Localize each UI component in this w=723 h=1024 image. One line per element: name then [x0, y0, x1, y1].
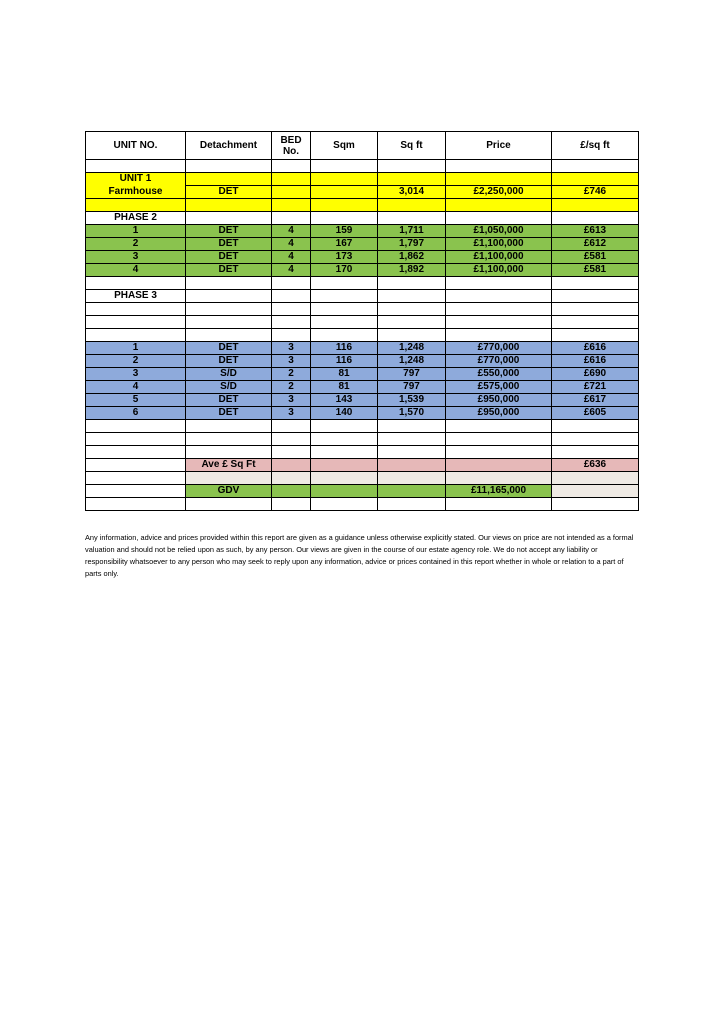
spacer-row [86, 420, 639, 433]
cell-bed: 4 [272, 264, 311, 277]
section-label-phase3: PHASE 3 [86, 290, 186, 303]
section-label-phase2: PHASE 2 [86, 212, 186, 225]
cell-sqft: 1,570 [378, 407, 446, 420]
table-row [86, 225, 639, 238]
cell-price: £950,000 [446, 394, 552, 407]
cell-bed: 2 [272, 368, 311, 381]
cell-psf: £581 [552, 264, 639, 277]
cell-unit: 3 [86, 368, 186, 381]
cell-sqft: 1,797 [378, 238, 446, 251]
cell-psf: £613 [552, 225, 639, 238]
col-header-sqm: Sqm [311, 132, 378, 160]
schedule-table [85, 131, 639, 511]
cell-unit: 2 [86, 238, 186, 251]
ave-sqft-value: £636 [552, 459, 639, 472]
cell-unit: 5 [86, 394, 186, 407]
section-label-unit1: UNIT 1 [86, 173, 186, 186]
cell-sqm: 170 [311, 264, 378, 277]
gdv-label: GDV [186, 485, 272, 498]
spacer-row [86, 446, 639, 459]
cell-detachment: S/D [186, 368, 272, 381]
cell-price: £1,050,000 [446, 225, 552, 238]
cell-price: £950,000 [446, 407, 552, 420]
col-header-sqft: Sq ft [378, 132, 446, 160]
spacer-row [86, 316, 639, 329]
cell-detachment: DET [186, 238, 272, 251]
cell-sqft: 797 [378, 381, 446, 394]
cell-psf: £721 [552, 381, 639, 394]
ave-sqft-row [86, 459, 639, 472]
phase3-label-row [86, 290, 639, 303]
cell-price: £1,100,000 [446, 238, 552, 251]
spacer-row [86, 433, 639, 446]
cell-bed: 4 [272, 251, 311, 264]
cell-psf: £612 [552, 238, 639, 251]
gdv-row [86, 485, 639, 498]
table-row [86, 381, 639, 394]
cell-unit: Farmhouse [86, 186, 186, 199]
col-header-bed: BED No. [272, 132, 311, 160]
cell-bed: 3 [272, 342, 311, 355]
cell-psf: £690 [552, 368, 639, 381]
col-header-price: Price [446, 132, 552, 160]
gdv-value: £11,165,000 [446, 485, 552, 498]
cell-unit: 3 [86, 251, 186, 264]
cell-unit: 4 [86, 264, 186, 277]
table-row [86, 251, 639, 264]
cell-bed: 3 [272, 407, 311, 420]
cell-bed: 4 [272, 238, 311, 251]
col-header-psf: £/sq ft [552, 132, 639, 160]
cell-price: £770,000 [446, 355, 552, 368]
cell-sqft: 797 [378, 368, 446, 381]
cell-psf: £616 [552, 342, 639, 355]
spacer-row [86, 277, 639, 290]
spacer-row [86, 472, 639, 485]
cell-bed: 4 [272, 225, 311, 238]
unit1-label-row [86, 173, 639, 186]
table-row [86, 394, 639, 407]
header-row [86, 132, 639, 160]
cell-unit: 1 [86, 225, 186, 238]
cell-sqm: 116 [311, 355, 378, 368]
phase2-label-row [86, 212, 639, 225]
cell-detachment: DET [186, 394, 272, 407]
cell-detachment: DET [186, 186, 272, 199]
cell-sqm: 116 [311, 342, 378, 355]
cell-detachment: DET [186, 355, 272, 368]
cell-detachment: S/D [186, 381, 272, 394]
col-header-unit: UNIT NO. [86, 132, 186, 160]
cell-psf: £616 [552, 355, 639, 368]
cell-detachment: DET [186, 251, 272, 264]
cell-sqft: 1,248 [378, 355, 446, 368]
cell-detachment: DET [186, 264, 272, 277]
cell-sqm: 167 [311, 238, 378, 251]
cell-sqm: 143 [311, 394, 378, 407]
table-row [86, 368, 639, 381]
spacer-row [86, 498, 639, 511]
table-row [86, 186, 639, 199]
cell-psf: £581 [552, 251, 639, 264]
cell-sqft: 3,014 [378, 186, 446, 199]
cell-unit: 2 [86, 355, 186, 368]
cell-sqft: 1,711 [378, 225, 446, 238]
cell-price: £550,000 [446, 368, 552, 381]
cell-sqm: 81 [311, 368, 378, 381]
table-row [86, 238, 639, 251]
spacer-row [86, 303, 639, 316]
cell-unit: 1 [86, 342, 186, 355]
cell-price: £1,100,000 [446, 264, 552, 277]
cell-sqm: 140 [311, 407, 378, 420]
cell-bed: 3 [272, 394, 311, 407]
cell-bed: 3 [272, 355, 311, 368]
cell-price: £1,100,000 [446, 251, 552, 264]
cell-bed: 2 [272, 381, 311, 394]
table-row [86, 355, 639, 368]
cell-unit: 4 [86, 381, 186, 394]
cell-price: £2,250,000 [446, 186, 552, 199]
cell-sqm: 81 [311, 381, 378, 394]
disclaimer-text: Any information, advice and prices provided within this report are given as a guidance unless otherwise explicitly stated. Our views on price are not intended as a formal valuation and should not be relied upon as such, by any person. Our views are given in the course of our estate agency role. We do not accept any liability or responsibility whatsoever to any person who may seek to reply upon any information, advice or prices contained in this report whether in whole or relation to a part of parts only. [85, 533, 634, 578]
cell-psf: £746 [552, 186, 639, 199]
cell-sqft: 1,248 [378, 342, 446, 355]
cell-bed [272, 186, 311, 199]
cell-sqft: 1,892 [378, 264, 446, 277]
cell-price: £770,000 [446, 342, 552, 355]
cell-detachment: DET [186, 407, 272, 420]
cell-sqft: 1,539 [378, 394, 446, 407]
spacer-row [86, 199, 639, 212]
spacer-row [86, 329, 639, 342]
cell-detachment: DET [186, 225, 272, 238]
cell-sqft: 1,862 [378, 251, 446, 264]
col-header-detachment: Detachment [186, 132, 272, 160]
cell-sqm: 159 [311, 225, 378, 238]
cell-price: £575,000 [446, 381, 552, 394]
cell-unit: 6 [86, 407, 186, 420]
cell-sqm: 173 [311, 251, 378, 264]
table-row [86, 342, 639, 355]
spacer-row [86, 160, 639, 173]
table-row [86, 407, 639, 420]
cell-psf: £605 [552, 407, 639, 420]
cell-sqm [311, 186, 378, 199]
ave-sqft-label: Ave £ Sq Ft [186, 459, 272, 472]
table-row [86, 264, 639, 277]
cell-psf: £617 [552, 394, 639, 407]
cell-detachment: DET [186, 342, 272, 355]
